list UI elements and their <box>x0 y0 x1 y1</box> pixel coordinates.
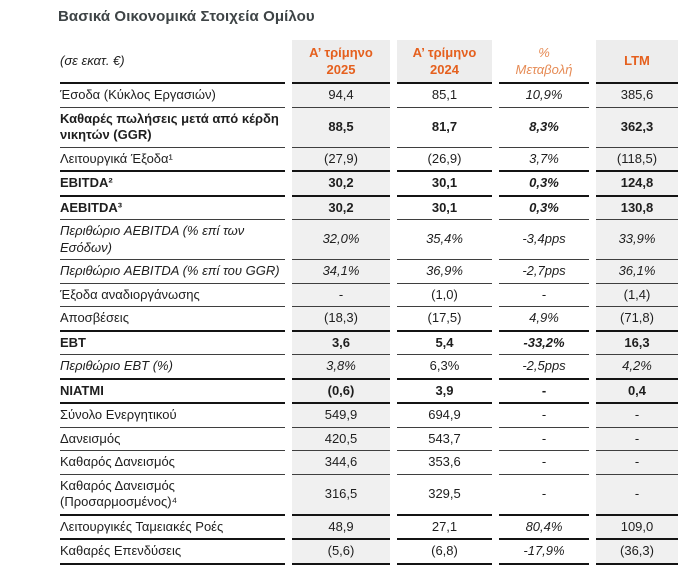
table-row <box>60 307 678 332</box>
cell-value: (26,9) <box>397 148 492 173</box>
cell-value: (0,6) <box>292 380 390 405</box>
row-label: Σύνολο Ενεργητικού <box>60 404 285 428</box>
cell-value: -2,7pps <box>499 260 589 284</box>
cell-value: - <box>499 404 589 428</box>
cell-value: 549,9 <box>292 404 390 428</box>
cell-value: 81,7 <box>397 108 492 148</box>
cell-value: 30,2 <box>292 172 390 197</box>
cell-value: -17,9% <box>499 540 589 565</box>
cell-value: - <box>596 451 678 475</box>
cell-value: 0,3% <box>499 172 589 197</box>
header-row <box>60 40 678 84</box>
cell-value: 694,9 <box>397 404 492 428</box>
cell-value: 32,0% <box>292 220 390 260</box>
row-label: Δανεισμός <box>60 428 285 452</box>
cell-value: 27,1 <box>397 516 492 541</box>
cell-value: - <box>292 284 390 308</box>
table-row <box>60 475 678 516</box>
cell-value: (1,4) <box>596 284 678 308</box>
table-row <box>60 332 678 356</box>
cell-value: 8,3% <box>499 108 589 148</box>
table-row <box>60 108 678 148</box>
cell-value: (1,0) <box>397 284 492 308</box>
table-row <box>60 172 678 197</box>
cell-value: - <box>499 428 589 452</box>
cell-value: (36,3) <box>596 540 678 565</box>
cell-value: 543,7 <box>397 428 492 452</box>
cell-value: 48,9 <box>292 516 390 541</box>
row-label: Αποσβέσεις <box>60 307 285 332</box>
row-label: NIATMI <box>60 380 285 405</box>
cell-value: (6,8) <box>397 540 492 565</box>
cell-value: 30,1 <box>397 197 492 221</box>
table-row <box>60 260 678 284</box>
cell-value: 4,2% <box>596 355 678 380</box>
row-label: Καθαρές Επενδύσεις <box>60 540 285 565</box>
table-row <box>60 220 678 260</box>
cell-value: (17,5) <box>397 307 492 332</box>
row-label: Καθαρός Δανεισμός <box>60 451 285 475</box>
table-row <box>60 540 678 565</box>
cell-value: -3,4pps <box>499 220 589 260</box>
row-label: Λειτουργικές Ταμειακές Ροές <box>60 516 285 541</box>
cell-value: 0,4 <box>596 380 678 405</box>
cell-value: 35,4% <box>397 220 492 260</box>
cell-value: - <box>596 404 678 428</box>
cell-value: 420,5 <box>292 428 390 452</box>
cell-value: (18,3) <box>292 307 390 332</box>
cell-value: 85,1 <box>397 84 492 108</box>
cell-value: - <box>596 475 678 516</box>
row-label: AEBITDA³ <box>60 197 285 221</box>
cell-value: - <box>499 451 589 475</box>
cell-value: (27,9) <box>292 148 390 173</box>
financials-table <box>53 40 685 565</box>
cell-value: 36,9% <box>397 260 492 284</box>
cell-value: 34,1% <box>292 260 390 284</box>
cell-value: 88,5 <box>292 108 390 148</box>
row-label: Καθαρές πωλήσεις μετά από κέρδη νικητών (GGR) <box>60 108 285 148</box>
table-row <box>60 380 678 405</box>
table-row <box>60 197 678 221</box>
table-row <box>60 451 678 475</box>
cell-value: 124,8 <box>596 172 678 197</box>
cell-value: - <box>499 475 589 516</box>
cell-value: 30,1 <box>397 172 492 197</box>
cell-value: 353,6 <box>397 451 492 475</box>
cell-value: 94,4 <box>292 84 390 108</box>
cell-value: 80,4% <box>499 516 589 541</box>
cell-value: 5,4 <box>397 332 492 356</box>
cell-value: 3,8% <box>292 355 390 380</box>
row-label: Έξοδα αναδιοργάνωσης <box>60 284 285 308</box>
cell-value: - <box>499 380 589 405</box>
cell-value: 4,9% <box>499 307 589 332</box>
cell-value: 3,9 <box>397 380 492 405</box>
cell-value: - <box>499 284 589 308</box>
column-header: Α’ τρίμηνο 2024 <box>397 40 492 84</box>
table-row <box>60 84 678 108</box>
cell-value: (5,6) <box>292 540 390 565</box>
table-row <box>60 284 678 308</box>
cell-value: 329,5 <box>397 475 492 516</box>
cell-value: 0,3% <box>499 197 589 221</box>
cell-value: 16,3 <box>596 332 678 356</box>
cell-value: 3,6 <box>292 332 390 356</box>
row-label: Λειτουργικά Έξοδα¹ <box>60 148 285 173</box>
cell-value: 130,8 <box>596 197 678 221</box>
cell-value: (71,8) <box>596 307 678 332</box>
row-label: EBITDA² <box>60 172 285 197</box>
row-label: EBT <box>60 332 285 356</box>
cell-value: 36,1% <box>596 260 678 284</box>
row-label: Καθαρός Δανεισμός (Προσαρμοσμένος)⁴ <box>60 475 285 516</box>
cell-value: 3,7% <box>499 148 589 173</box>
cell-value: (118,5) <box>596 148 678 173</box>
table-row <box>60 355 678 380</box>
row-label: Περιθώριο AEBITDA (% επί των Εσόδων) <box>60 220 285 260</box>
cell-value: 30,2 <box>292 197 390 221</box>
cell-value: - <box>596 428 678 452</box>
table-row <box>60 428 678 452</box>
column-header: % Μεταβολή <box>499 40 589 84</box>
cell-value: 316,5 <box>292 475 390 516</box>
cell-value: 344,6 <box>292 451 390 475</box>
row-label: Περιθώριο AEBITDA (% επί του GGR) <box>60 260 285 284</box>
cell-value: 10,9% <box>499 84 589 108</box>
cell-value: 33,9% <box>596 220 678 260</box>
cell-value: 6,3% <box>397 355 492 380</box>
cell-value: -33,2% <box>499 332 589 356</box>
row-label: Περιθώριο EBT (%) <box>60 355 285 380</box>
page-title: Βασικά Οικονομικά Στοιχεία Ομίλου <box>58 8 315 25</box>
table-row <box>60 404 678 428</box>
cell-value: 362,3 <box>596 108 678 148</box>
unit-label-header: (σε εκατ. €) <box>60 40 285 84</box>
column-header: LTM <box>596 40 678 84</box>
column-header: Α’ τρίμηνο 2025 <box>292 40 390 84</box>
cell-value: -2,5pps <box>499 355 589 380</box>
table-row <box>60 516 678 541</box>
cell-value: 109,0 <box>596 516 678 541</box>
table-row <box>60 148 678 173</box>
cell-value: 385,6 <box>596 84 678 108</box>
row-label: Έσοδα (Κύκλος Εργασιών) <box>60 84 285 108</box>
